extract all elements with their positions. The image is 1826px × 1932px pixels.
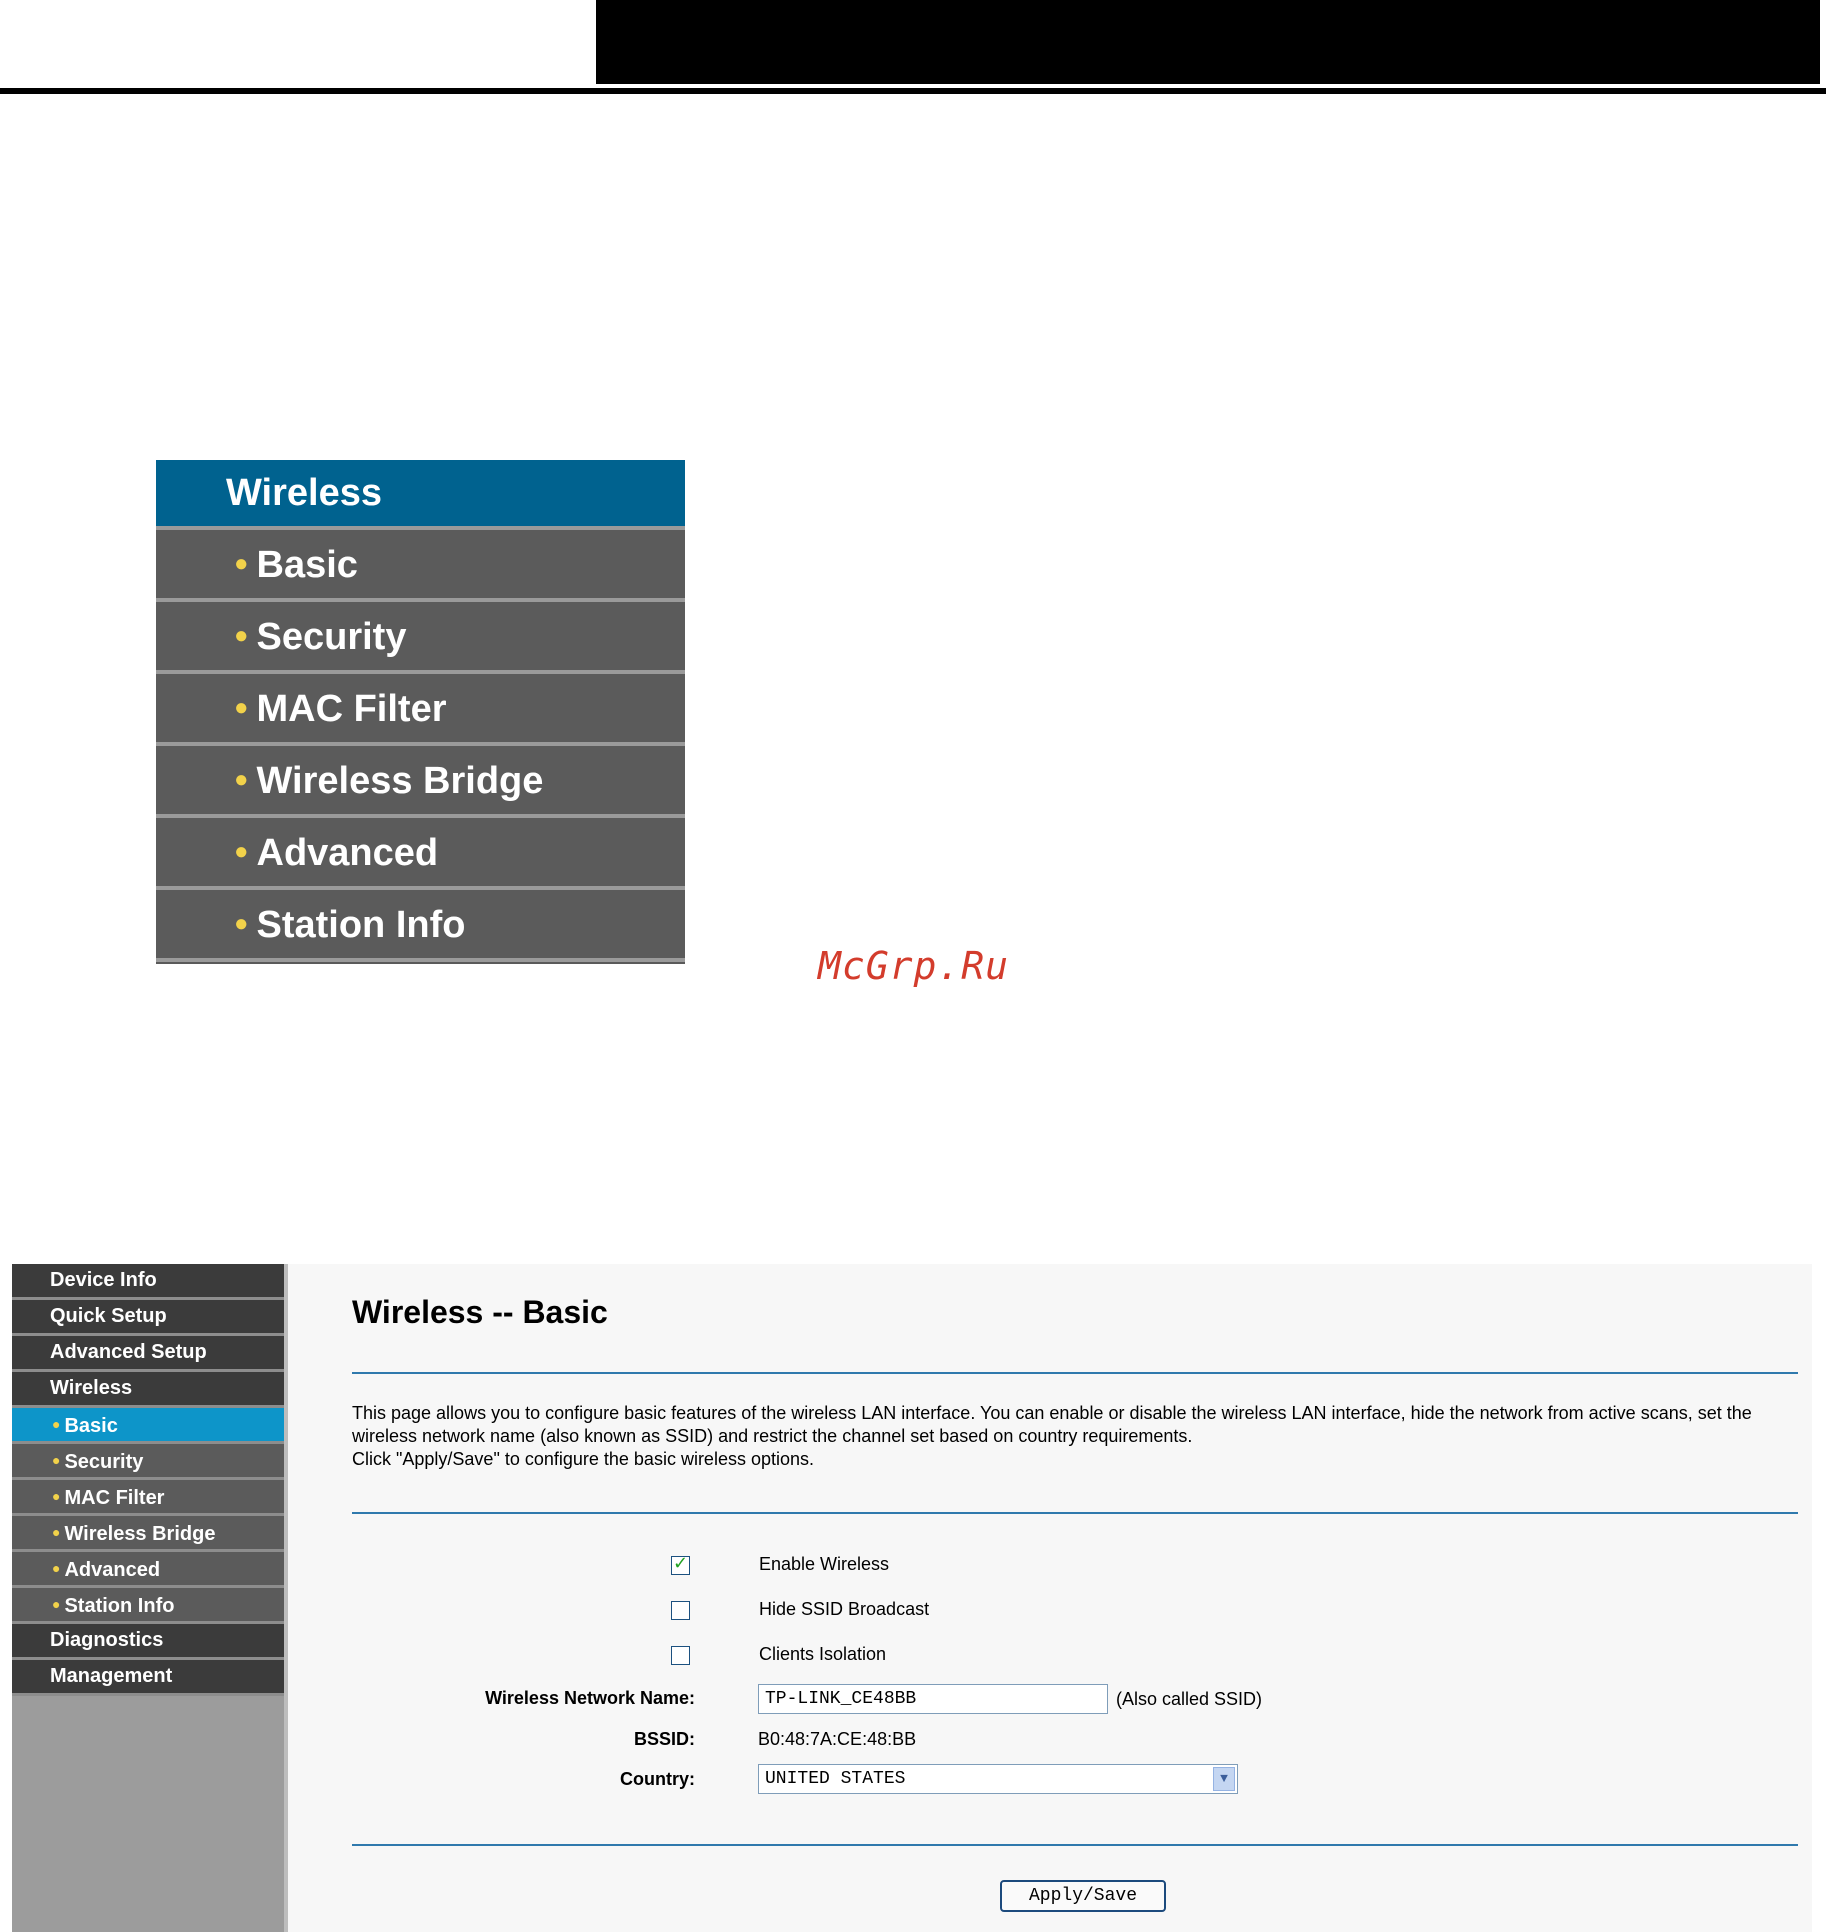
- big-menu-item-mac-filter[interactable]: [156, 674, 685, 746]
- bullet-icon: ●: [52, 1416, 61, 1432]
- clients-isolation-label: Clients Isolation: [759, 1644, 887, 1664]
- bullet-icon: ●: [52, 1596, 61, 1612]
- main-content: [352, 1264, 1798, 1932]
- watermark: McGrp.Ru: [818, 944, 1010, 988]
- clients-isolation-row: [352, 1642, 1798, 1670]
- sidebar-item-advanced-setup[interactable]: Advanced Setup: [12, 1336, 284, 1372]
- router-screenshot: [12, 1264, 1812, 1932]
- sidebar-item-station-info[interactable]: [12, 1588, 284, 1624]
- big-menu-item-advanced[interactable]: [156, 818, 685, 890]
- country-select[interactable]: [758, 1764, 1238, 1794]
- hide-ssid-label: Hide SSID Broadcast: [759, 1599, 930, 1619]
- big-menu-item-station-info[interactable]: [156, 890, 685, 962]
- bullet-icon: ●: [52, 1524, 61, 1540]
- big-menu-header: Wireless: [156, 460, 685, 530]
- sidebar-item-label: Wireless Bridge: [64, 1523, 216, 1545]
- clients-isolation-checkbox[interactable]: [671, 1646, 690, 1665]
- big-menu-item-label: MAC Filter: [256, 688, 447, 730]
- description-text: This page allows you to configure basic features of the wireless LAN interface. You can enable or disable the wireless LAN interface, hide the network from active scans, set the wireless network name (also known as SSID) and restrict the channel set based on country requirements.: [352, 1403, 1752, 1446]
- sidebar-item-quick-setup[interactable]: Quick Setup: [12, 1300, 284, 1336]
- bssid-value: B0:48:7A:CE:48:BB: [758, 1729, 917, 1749]
- country-label: Country:: [620, 1769, 695, 1789]
- page-description: [352, 1402, 1798, 1471]
- sidebar-item-device-info[interactable]: Device Info: [12, 1264, 284, 1300]
- sidebar-item-wireless-bridge[interactable]: [12, 1516, 284, 1552]
- big-menu-item-basic[interactable]: [156, 530, 685, 602]
- bullet-icon: ●: [234, 550, 249, 577]
- wireless-menu-illustration: [156, 460, 685, 964]
- bullet-icon: ●: [234, 766, 249, 793]
- hide-ssid-row: [352, 1597, 1798, 1625]
- sidebar-item-label: Station Info: [64, 1595, 175, 1617]
- big-menu-item-label: Wireless Bridge: [256, 760, 544, 802]
- enable-wireless-row: [352, 1552, 1798, 1580]
- chevron-down-icon[interactable]: ▼: [1213, 1767, 1235, 1791]
- description-instruction: Click "Apply/Save" to configure the basic wireless options.: [352, 1449, 814, 1469]
- big-menu-item-security[interactable]: [156, 602, 685, 674]
- sidebar-item-label: Security: [64, 1451, 144, 1473]
- sidebar-item-basic[interactable]: [12, 1408, 284, 1444]
- enable-wireless-checkbox[interactable]: [671, 1553, 690, 1575]
- sidebar-item-wireless[interactable]: Wireless: [12, 1372, 284, 1408]
- sidebar-item-advanced[interactable]: [12, 1552, 284, 1588]
- divider: [352, 1844, 1798, 1846]
- big-menu-item-label: Station Info: [256, 904, 466, 946]
- divider: [352, 1372, 1798, 1374]
- header-black-bar: [596, 0, 1820, 84]
- sidebar: [12, 1264, 288, 1932]
- bssid-label: BSSID:: [633, 1729, 695, 1749]
- header-rule: [0, 88, 1826, 94]
- bullet-icon: ●: [52, 1452, 61, 1468]
- apply-save-button[interactable]: Apply/Save: [1000, 1880, 1166, 1912]
- big-menu-item-label: Advanced: [256, 832, 439, 874]
- big-menu-item-label: Basic: [256, 544, 358, 586]
- hide-ssid-checkbox[interactable]: [671, 1601, 690, 1620]
- page-title: Wireless -- Basic: [352, 1294, 608, 1330]
- ssid-label: Wireless Network Name:: [485, 1688, 695, 1708]
- enable-wireless-label: Enable Wireless: [759, 1554, 890, 1574]
- country-select-value: UNITED STATES: [765, 1769, 906, 1789]
- sidebar-item-label: Advanced: [64, 1559, 161, 1581]
- sidebar-item-diagnostics[interactable]: Diagnostics: [12, 1624, 284, 1660]
- bullet-icon: ●: [234, 910, 249, 937]
- sidebar-item-management[interactable]: Management: [12, 1660, 284, 1696]
- sidebar-item-mac-filter[interactable]: [12, 1480, 284, 1516]
- bullet-icon: ●: [234, 622, 249, 649]
- sidebar-item-label: Basic: [64, 1415, 118, 1437]
- big-menu-item-label: Security: [256, 616, 407, 658]
- bullet-icon: ●: [52, 1560, 61, 1576]
- big-menu-item-wireless-bridge[interactable]: [156, 746, 685, 818]
- bullet-icon: ●: [234, 694, 249, 721]
- bullet-icon: ●: [234, 838, 249, 865]
- sidebar-item-label: MAC Filter: [64, 1487, 165, 1509]
- checkmark-icon: ✓: [673, 1553, 689, 1573]
- ssid-input[interactable]: TP-LINK_CE48BB: [758, 1684, 1108, 1714]
- bullet-icon: ●: [52, 1488, 61, 1504]
- ssid-hint: (Also called SSID): [1116, 1689, 1263, 1709]
- divider: [352, 1512, 1798, 1514]
- sidebar-item-security[interactable]: [12, 1444, 284, 1480]
